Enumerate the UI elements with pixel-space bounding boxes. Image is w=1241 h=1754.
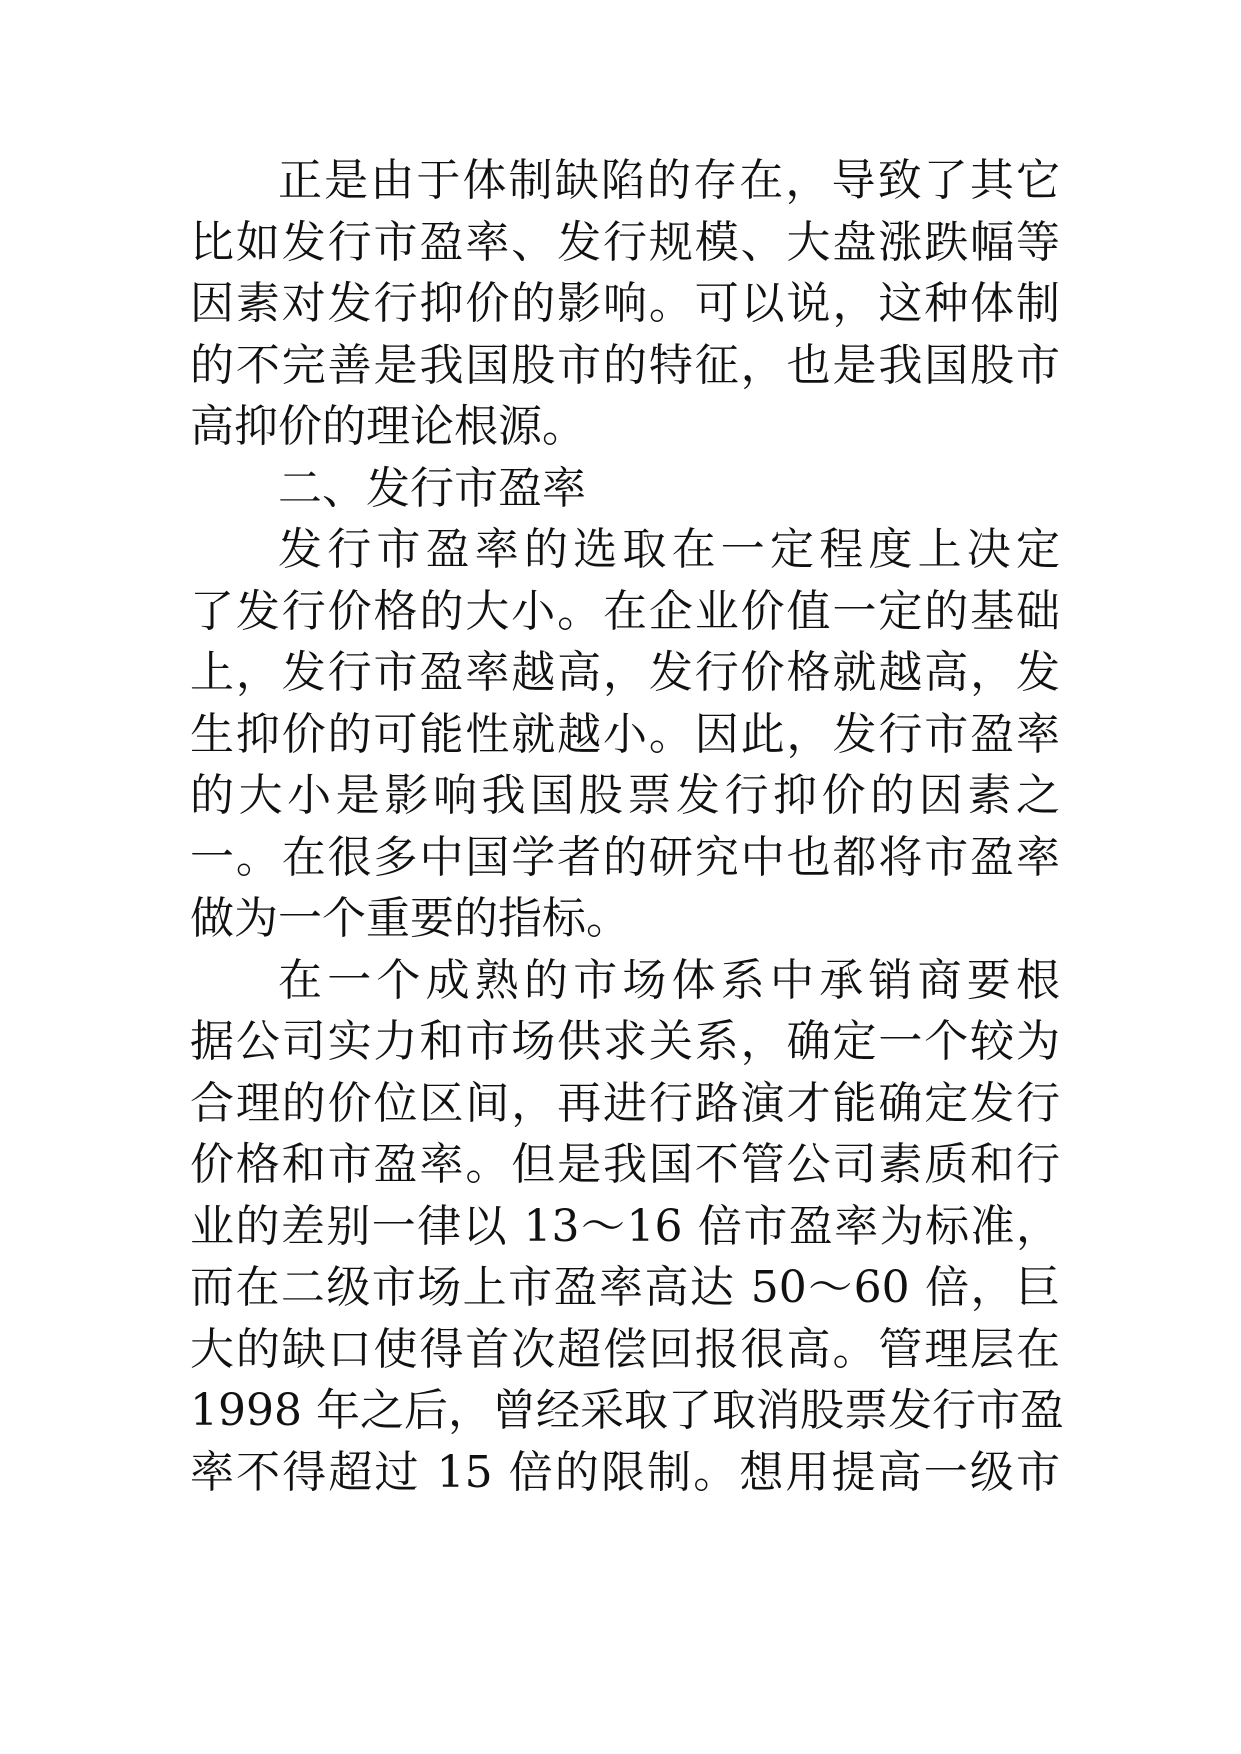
paragraph-2-line-4: 生抑价的可能性就越小。因此，发行市盈率 bbox=[190, 708, 1060, 760]
paragraph-2-line-5: 的大小是影响我国股票发行抑价的因素之 bbox=[190, 770, 1060, 821]
paragraph-1-line-4: 的不完善是我国股市的特征，也是我国股市 bbox=[190, 339, 1060, 391]
paragraph-3-line-9: 率不得超过 15 倍的限制。想用提高一级市 bbox=[190, 1446, 1060, 1498]
paragraph-3-line-1: 在一个成熟的市场体系中承销商要根 bbox=[278, 954, 1060, 1006]
paragraph-3-line-8: 1998 年之后，曾经采取了取消股票发行市盈 bbox=[190, 1385, 1064, 1436]
paragraph-3-line-3: 合理的价位区间，再进行路演才能确定发行 bbox=[190, 1077, 1060, 1129]
paragraph-1-line-2: 比如发行市盈率、发行规模、大盘涨跌幅等 bbox=[190, 216, 1060, 268]
paragraph-2-line-6: 一。在很多中国学者的研究中也都将市盈率 bbox=[190, 831, 1060, 883]
paragraph-1-line-5: 高抑价的理论根源。 bbox=[190, 401, 586, 452]
paragraph-3-line-5: 业的差别一律以 13～16 倍市盈率为标准， bbox=[190, 1200, 1060, 1252]
body-text bbox=[190, 150, 1064, 1503]
paragraph-2-line-1: 发行市盈率的选取在一定程度上决定 bbox=[278, 524, 1060, 575]
paragraph-2-line-3: 上，发行市盈率越高，发行价格就越高，发 bbox=[190, 647, 1060, 698]
paragraph-3-line-6: 而在二级市场上市盈率高达 50～60 倍，巨 bbox=[190, 1262, 1060, 1313]
paragraph-1-line-1: 正是由于体制缺陷的存在，导致了其它 bbox=[278, 155, 1060, 206]
paragraph-2-line-7: 做为一个重要的指标。 bbox=[190, 893, 630, 944]
paragraph-2-line-2: 了发行价格的大小。在企业价值一定的基础 bbox=[190, 585, 1060, 637]
paragraph-3-line-7: 大的缺口使得首次超偿回报很高。管理层在 bbox=[190, 1323, 1060, 1375]
paragraph-3-line-2: 据公司实力和市场供求关系，确定一个较为 bbox=[190, 1016, 1060, 1067]
paragraph-3-line-4: 价格和市盈率。但是我国不管公司素质和行 bbox=[190, 1139, 1060, 1190]
paragraph-1-line-3: 因素对发行抑价的影响。可以说，这种体制 bbox=[190, 278, 1060, 329]
section-heading: 二、发行市盈率 bbox=[278, 462, 586, 514]
